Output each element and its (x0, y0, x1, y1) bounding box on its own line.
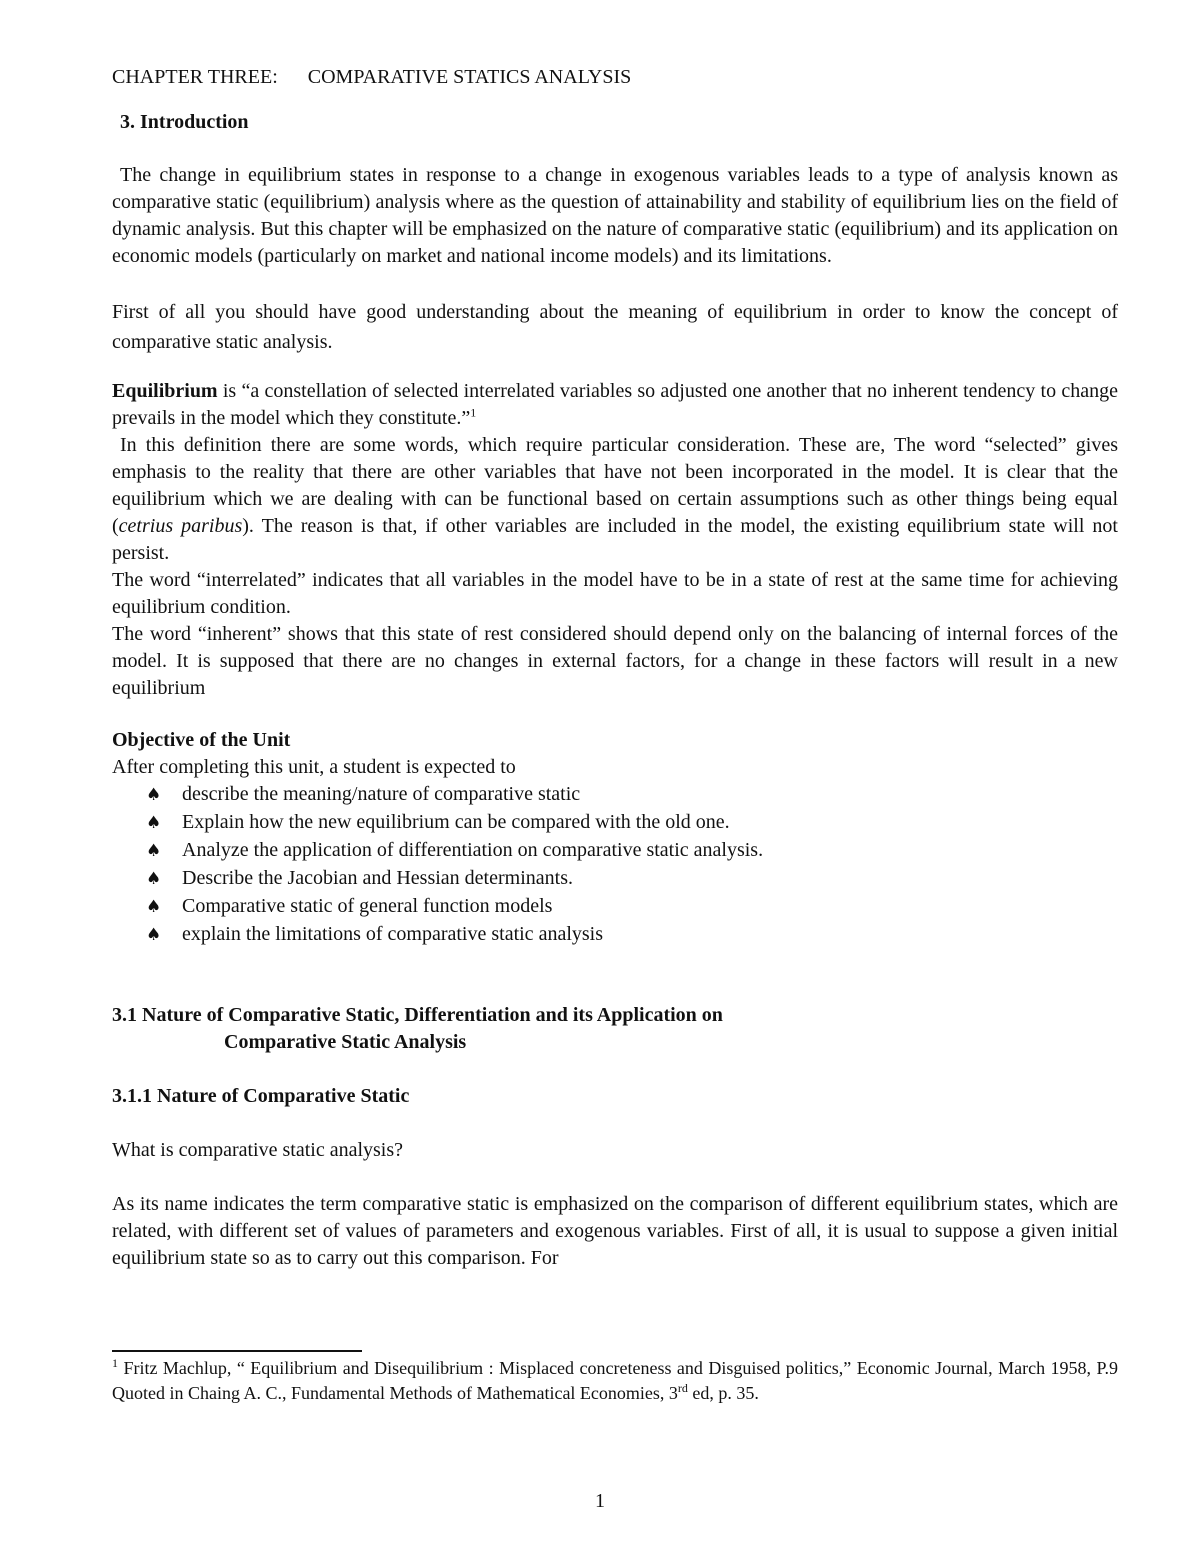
chapter-title (112, 64, 1118, 91)
inherent-paragraph: The word “inherent” shows that this state of rest considered should depend only on the balancing of internal forces of the model. It is supposed that there are no changes in external factors, for a change in these factors will result in a new equilibrium (112, 623, 1118, 699)
spade-bullet-icon: ♠ (146, 925, 162, 945)
objective-heading: Objective of the Unit (112, 729, 291, 751)
footnote-divider (112, 1350, 362, 1352)
page-number: 1 (595, 1490, 605, 1512)
document-page (112, 64, 1118, 1272)
spade-bullet-icon: ♠ (146, 813, 162, 833)
list-item: ♠ Analyze the application of differentiation on comparative static analysis. (146, 837, 1118, 865)
first-paragraph: First of all you should have good understanding about the meaning of equilibrium in order to know the concept of comparative static analysis. (112, 301, 1118, 353)
definition-text-before: In this definition there are some words, which require particular consideration. These are, The word “selected” gives emphasis to the reality that there are other variables that have not been incorporated in the model. It is clear that the equilibrium which we are dealing with can be functional based on certain assumptions such as other things being equal ( (112, 434, 1118, 537)
spade-bullet-icon: ♠ (146, 785, 162, 805)
equilibrium-definition-text: is “a constellation of selected interrelated variables so adjusted one another that no inherent tendency to change prevails in the model which they constitute.” (112, 380, 1118, 429)
footnote (112, 1356, 1118, 1406)
latin-phrase: cetrius paribus (118, 515, 243, 537)
definition-text-after: ). The reason is that, if other variables are included in the model, the existing equilibrium state will not persist. (112, 515, 1118, 564)
section-3-1-heading: 3.1 Nature of Comparative Static, Differentiation and its Application on (112, 1004, 723, 1026)
objective-intro: After completing this unit, a student is expected to (112, 756, 516, 778)
footnote-reference[interactable]: 1 (470, 405, 477, 420)
equilibrium-definition (112, 378, 1118, 432)
section-3-1-1-heading: 3.1.1 Nature of Comparative Static (112, 1085, 410, 1107)
footnote-text-after: ed, p. 35. (687, 1383, 759, 1403)
list-item: ♠ describe the meaning/nature of comparative static (146, 781, 1118, 809)
chapter-label: CHAPTER THREE: (112, 66, 278, 88)
list-item: ♠ Comparative static of general function models (146, 893, 1118, 921)
list-item: ♠ explain the limitations of comparative static analysis (146, 921, 1118, 949)
chapter-name: COMPARATIVE STATICS ANALYSIS (307, 66, 632, 88)
interrelated-paragraph: The word “interrelated” indicates that all variables in the model have to be in a state of rest at the same time for achieving equilibrium condition. (112, 569, 1118, 618)
intro-paragraph: The change in equilibrium states in response to a change in exogenous variables leads to a type of analysis known as comparative static (equilibrium) analysis where as the question of attainability and stability of equilibrium lies on the field of dynamic analysis. But this chapter will be emphasized on the nature of comparative static (equilibrium) and its application on economic models (particularly on market and national income models) and its limitations. (112, 164, 1118, 267)
objectives-list (112, 781, 1118, 949)
question-text: What is comparative static analysis? (112, 1139, 404, 1161)
spade-bullet-icon: ♠ (146, 897, 162, 917)
intro-heading: 3. Introduction (120, 111, 249, 133)
definition-explanation-paragraph (112, 432, 1118, 567)
footnote-superscript: rd (677, 1381, 688, 1395)
spade-bullet-icon: ♠ (146, 841, 162, 861)
list-item: ♠ Describe the Jacobian and Hessian determinants. (146, 865, 1118, 893)
comparative-static-paragraph: As its name indicates the term comparative static is emphasized on the comparison of different equilibrium states, which are related, with different set of values of parameters and exogenous variables. First of all, it is usual to suppose a given initial equilibrium state so as to carry out this comparison. For (112, 1193, 1118, 1269)
footnote-number: 1 (112, 1356, 118, 1370)
list-item: ♠ Explain how the new equilibrium can be compared with the old one. (146, 809, 1118, 837)
section-3-1-heading-continued: Comparative Static Analysis (224, 1031, 467, 1053)
equilibrium-term: Equilibrium (112, 380, 218, 402)
spade-bullet-icon: ♠ (146, 869, 162, 889)
footnote-text-before: Fritz Machlup, “ Equilibrium and Disequilibrium : Misplaced concreteness and Disguised politics,” Economic Journal, March 1958, P.9 Quoted in Chaing A. C., Fundamental Methods of Mathematical Economies, 3 (112, 1358, 1118, 1403)
